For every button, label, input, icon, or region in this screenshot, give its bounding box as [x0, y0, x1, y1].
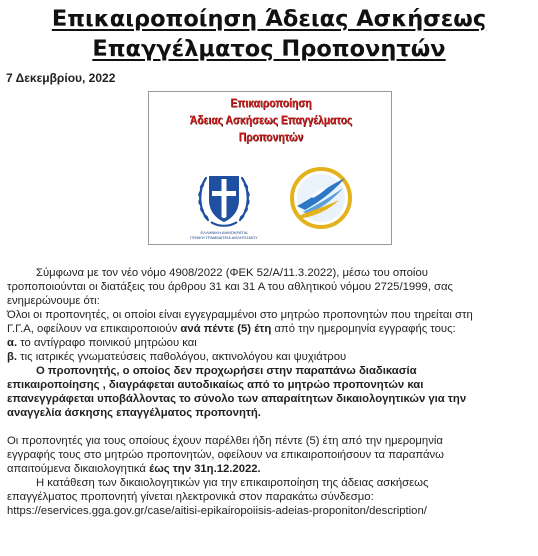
- paragraph-submission-cont: [7, 490, 533, 504]
- article-title: [0, 4, 538, 64]
- paragraph-obligation-cont: [7, 322, 533, 336]
- paragraph-obligation-line-1: Όλοι οι προπονητές, οι οποίοι είναι εγγεγραμμένοι στο μητρώο προπονητών που τηρείται στη: [7, 309, 473, 321]
- list-item-text-a: το αντίγραφο ποινικού μητρώου και: [17, 337, 197, 349]
- paragraph-submission: [7, 476, 533, 490]
- paragraph-submission-line-2: επαγγέλματος προπονητή γίνεται ηλεκτρονικά στον παρακάτω σύνδεσμο:: [7, 491, 374, 503]
- paragraph-law-line-1: Σύμφωνα με τον νέο νόμο 4908/2022 (ΦΕΚ 52/Α/11.3.2022), μέσω του οποίου: [36, 267, 428, 279]
- announcement-banner-image: [148, 91, 392, 245]
- gga-swoosh-logo-icon: [289, 166, 353, 230]
- paragraph-law: [7, 266, 533, 280]
- article-title-line-1: Επικαιροποίηση Άδειας Ασκήσεως: [51, 6, 487, 32]
- deadline-date-emphasis: έως την 31η.12.2022.: [149, 463, 261, 475]
- greek-coat-of-arms-icon: [194, 164, 254, 236]
- list-item-label-a: α.: [7, 337, 18, 349]
- article-title-line-2: Επαγγέλματος Προπονητών: [92, 36, 446, 62]
- paragraph-obligation: [7, 308, 533, 322]
- article-body: [7, 266, 533, 518]
- paragraph-deadline-line-1: Οι προπονητές για τους οποίους έχουν παρέλθει ήδη πέντε (5) έτη από την ημερομηνία: [7, 435, 443, 447]
- paragraph-law-cont: [7, 280, 533, 294]
- paragraph-law-cont-2: [7, 294, 533, 308]
- obligation-period-emphasis: ανά πέντε (5) έτη: [180, 323, 272, 335]
- list-item-medical: [7, 350, 533, 364]
- paragraph-deletion-cont-3: [7, 406, 533, 420]
- paragraph-deletion: [7, 364, 533, 378]
- paragraph-deadline: [7, 434, 533, 448]
- emblem-caption-line-1: ΕΛΛΗΝΙΚΗ ΔΗΜΟΚΡΑΤΙΑ: [200, 230, 248, 235]
- paragraph-deadline-text: απαιτούμενα δικαιολογητικά: [7, 463, 150, 475]
- list-item-criminal-record: [7, 336, 533, 350]
- paragraph-deletion-line-4: αναγγελία άσκησης επαγγέλματος προπονητή.: [7, 407, 261, 419]
- publish-date: 7 Δεκεμβρίου, 2022: [6, 71, 116, 85]
- list-item-label-b: β.: [7, 351, 18, 363]
- banner-heading: [183, 95, 358, 151]
- paragraph-obligation-text-1: Γ.Γ.Α, οφείλουν να επικαιροποιούν: [7, 323, 181, 335]
- paragraph-deadline-cont-2: [7, 462, 533, 476]
- paragraph-deletion-line-1: Ο προπονητής, ο οποίος δεν προχωρήσει στην παραπάνω διαδικασία: [36, 365, 417, 377]
- paragraph-deadline-line-2: εγγραφής τους στο μητρώο προπονητών, οφείλουν να επικαιροποιήσουν τα παραπάνω: [7, 449, 444, 461]
- banner-heading-line-2: Άδειας Ασκήσεως Επαγγέλματος: [189, 113, 353, 127]
- submission-link[interactable]: [7, 504, 533, 518]
- paragraph-submission-line-1: Η κατάθεση των δικαιολογητικών για την επικαιροποίηση της άδειας ασκήσεως: [36, 477, 429, 489]
- paragraph-law-line-2: τροποποιούνται οι διατάξεις του άρθρου 31 και 31 Α του αθλητικού νόμου 2725/1999, σας: [7, 281, 453, 293]
- paragraph-deletion-cont-1: [7, 378, 533, 392]
- submission-link-text[interactable]: https://eservices.gga.gov.gr/case/aitisi-epikairopoiisis-adeias-proponiton/description/: [7, 505, 427, 517]
- paragraph-spacer: [7, 420, 533, 434]
- banner-heading-line-1: Επικαιροποίηση: [230, 96, 312, 110]
- paragraph-law-line-3: ενημερώνουμε ότι:: [7, 295, 100, 307]
- paragraph-deletion-cont-2: [7, 392, 533, 406]
- emblem-caption-line-2: ΓΕΝΙΚΗ ΓΡΑΜΜΑΤΕΙΑ ΑΘΛΗΤΙΣΜΟΥ: [190, 235, 258, 240]
- paragraph-deletion-line-2: επικαιροποίησης , διαγράφεται αυτοδικαίως από το μητρώο προπονητών και: [7, 379, 424, 391]
- paragraph-deletion-line-3: επανεγγράφεται υποβάλλοντας το σύνολο των απαραίτητων δικαιολογητικών για την: [7, 393, 467, 405]
- emblem-caption: [187, 230, 261, 240]
- paragraph-deadline-cont-1: [7, 448, 533, 462]
- list-item-text-b: τις ιατρικές γνωματεύσεις παθολόγου, ακτινολόγου και ψυχιάτρου: [17, 351, 347, 363]
- paragraph-obligation-text-2: από την ημερομηνία εγγραφής τους:: [271, 323, 456, 335]
- banner-heading-line-3: Προπονητών: [238, 130, 304, 144]
